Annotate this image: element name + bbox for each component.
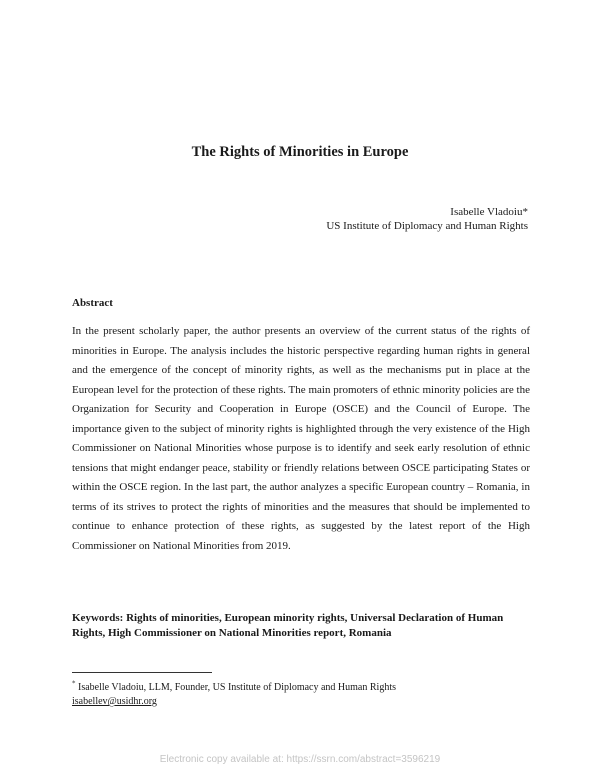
paper-title: The Rights of Minorities in Europe (191, 144, 409, 160)
author-footnote-marker: * (522, 206, 528, 218)
author-block (326, 205, 528, 233)
author-name: Isabelle Vladoiu (450, 206, 523, 218)
abstract-body: In the present scholarly paper, the author presents an overview of the current status of the rights of minorities in Europe. The analysis includes the historic perspective regarding human rights in general and the emergence of the concept of minority rights, as well as the mechanisms put in place at the European level for the protection of these rights. The main promoters of ethnic minority policies are the Organization for Security and Cooperation in Europe (OSCE) and the Council of Europe. The importance given to the subject of minority rights is highlighted through the very existence of the High Commissioner on National Minorities whose purpose is to identify and seek early resolution of ethnic tensions that might endanger peace, stability or friendly relations between OSCE participating States or within the OSCE region. In the last part, the author analyzes a specific European country – Romania, in terms of its strives to protect the rights of minorities and the measures that should be implemented to continue to enhance protection of these rights, as suggested by the latest report of the High Commissioner on National Minorities from 2019. (72, 325, 530, 552)
footnote (72, 681, 532, 709)
abstract-heading: Abstract (72, 297, 113, 309)
footnote-text: Isabelle Vladoiu, LLM, Founder, US Institute of Diplomacy and Human Rights (75, 682, 396, 693)
author-line (326, 205, 528, 219)
footnote-marker: * (72, 679, 76, 688)
author-email-link[interactable]: isabellev@usidhr.org (72, 696, 157, 707)
footnote-line (72, 681, 532, 695)
keywords: Keywords: Rights of minorities, European minority rights, Universal Declaration of Human Rights, High Commissioner on National Minorities report, Romania (72, 612, 504, 639)
author-affiliation: US Institute of Diplomacy and Human Rights (326, 220, 528, 232)
ssrn-watermark: Electronic copy available at: https://ssrn.com/abstract=3596219 (159, 754, 441, 765)
footnote-divider (72, 672, 212, 673)
